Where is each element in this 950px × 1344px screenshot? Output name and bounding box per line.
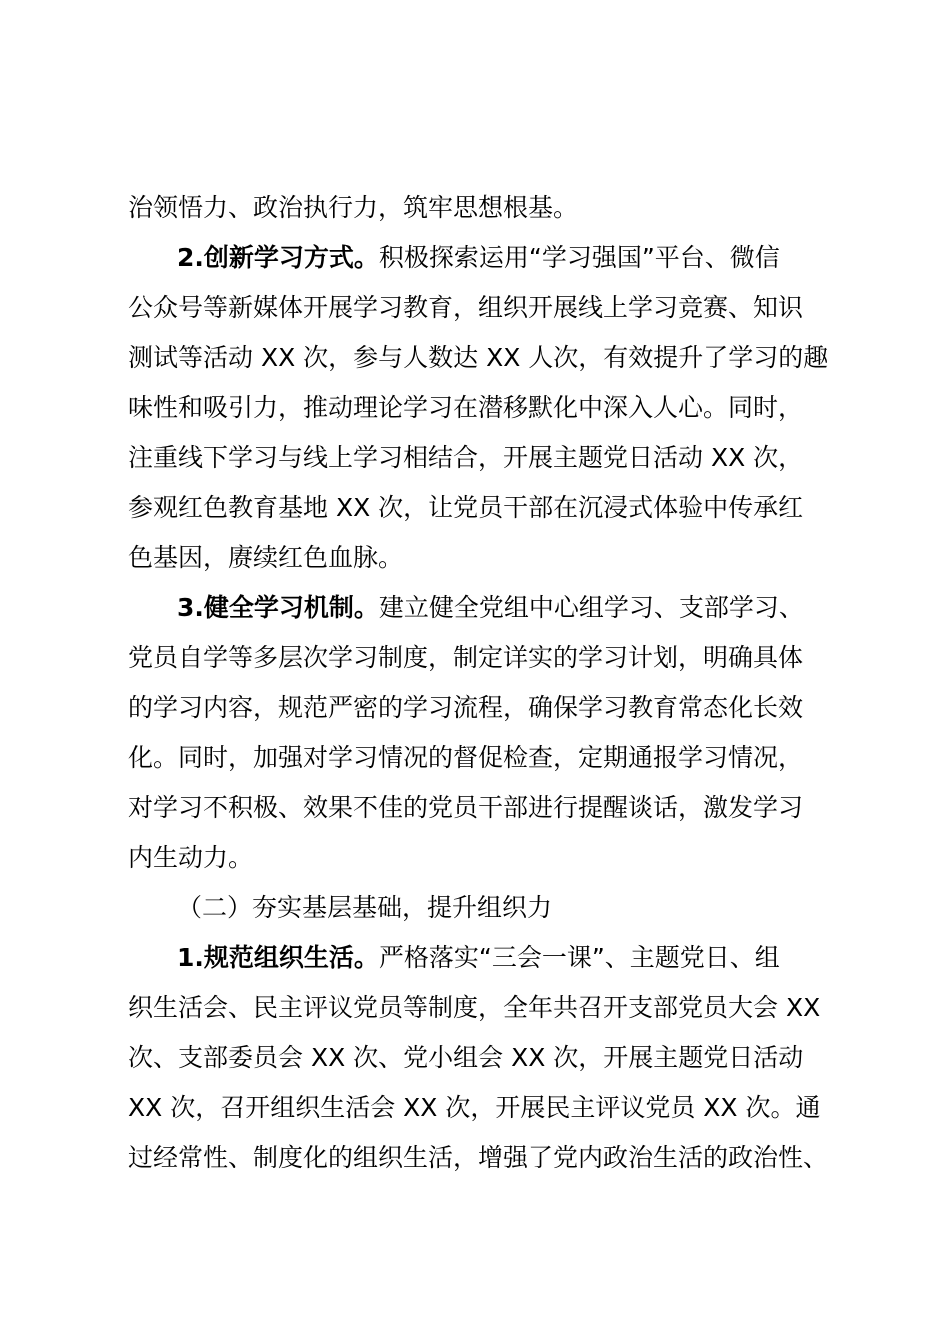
item-heading: 3.健全学习机制。 xyxy=(177,593,379,622)
line-text: 参观红色教育基地 XX 次，让党员干部在沉浸式体验中传承红 xyxy=(128,493,804,522)
line-text: 色基因，赓续红色血脉。 xyxy=(128,543,404,572)
line-text: 织生活会、民主评议党员等制度，全年共召开支部党员大会 XX xyxy=(128,993,821,1022)
body-line-with-heading xyxy=(177,938,897,978)
body-line xyxy=(128,688,848,728)
body-line xyxy=(128,638,848,678)
body-line xyxy=(128,538,848,578)
section-heading xyxy=(177,888,897,928)
line-text: 味性和吸引力，推动理论学习在潜移默化中深入人心。同时， xyxy=(128,393,804,422)
body-line xyxy=(128,338,848,378)
body-line xyxy=(128,1138,848,1178)
line-text: 对学习不积极、效果不佳的党员干部进行提醒谈话，激发学习 xyxy=(128,793,804,822)
body-line-with-heading xyxy=(177,588,897,628)
line-text: 建立健全党组中心组学习、支部学习、 xyxy=(378,593,804,622)
line-text: 测试等活动 XX 次，参与人数达 XX 人次，有效提升了学习的趣 xyxy=(128,343,829,372)
body-line xyxy=(128,1038,848,1078)
body-line xyxy=(128,188,848,228)
line-text: 化。同时，加强对学习情况的督促检查，定期通报学习情况， xyxy=(128,743,804,772)
body-line xyxy=(128,788,848,828)
item-heading: 1.规范组织生活。 xyxy=(177,943,379,972)
line-text: 内生动力。 xyxy=(128,843,254,872)
body-line xyxy=(128,438,848,478)
item-heading: 2.创新学习方式。 xyxy=(177,243,379,272)
section-heading-text: （二）夯实基层基础，提升组织力 xyxy=(177,893,553,922)
line-text: 党员自学等多层次学习制度，制定详实的学习计划，明确具体 xyxy=(128,643,804,672)
line-text: 次、支部委员会 XX 次、党小组会 XX 次，开展主题党日活动 xyxy=(128,1043,804,1072)
line-text: 积极探索运用“学习强国”平台、微信 xyxy=(378,243,780,272)
line-text: 过经常性、制度化的组织生活，增强了党内政治生活的政治性、 xyxy=(128,1143,829,1172)
body-line xyxy=(128,988,848,1028)
line-text: 严格落实“三会一课”、主题党日、组 xyxy=(378,943,780,972)
body-line-with-heading xyxy=(177,238,897,278)
body-line xyxy=(128,488,848,528)
line-text: 的学习内容，规范严密的学习流程，确保学习教育常态化长效 xyxy=(128,693,804,722)
body-line xyxy=(128,388,848,428)
body-line xyxy=(128,738,848,778)
line-text: 注重线下学习与线上学习相结合，开展主题党日活动 XX 次， xyxy=(128,443,804,472)
body-line xyxy=(128,1088,848,1128)
line-text: 公众号等新媒体开展学习教育，组织开展线上学习竞赛、知识 xyxy=(128,293,804,322)
line-text: 治领悟力、政治执行力，筑牢思想根基。 xyxy=(128,193,579,222)
body-line xyxy=(128,838,848,878)
line-text: XX 次，召开组织生活会 XX 次，开展民主评议党员 XX 次。通 xyxy=(128,1093,821,1122)
body-line xyxy=(128,288,848,328)
